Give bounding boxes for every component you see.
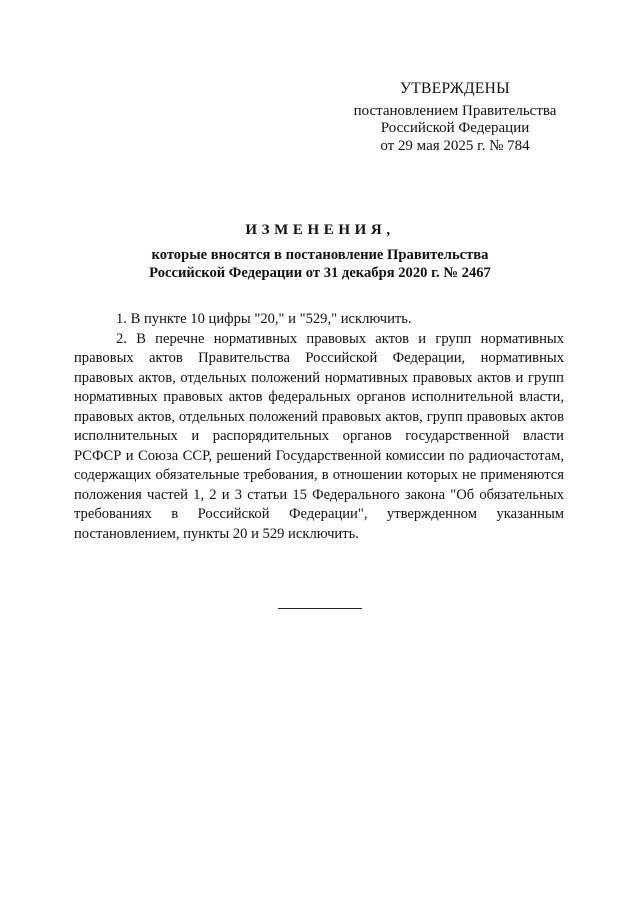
approval-line-2: Российской Федерации (380, 120, 530, 136)
heading-title: ИЗМЕНЕНИЯ, (245, 222, 395, 238)
approval-title: УТВЕРЖДЕНЫ (400, 80, 510, 97)
heading-subtitle-line-2: Российской Федерации от 31 декабря 2020 г. № 2467 (149, 265, 491, 281)
heading-subtitle-line-1: которые вносятся в постановление Правительства (151, 247, 489, 263)
document-heading (72, 222, 568, 282)
end-separator-line (278, 608, 362, 609)
document-body (74, 310, 564, 544)
approval-line-1: постановлением Правительства (353, 102, 557, 119)
paragraph-2: 2. В перечне нормативных правовых актов и групп нормативных правовых актов Правительства Российской Федерации, нормативных правовых актов, отдельных положений нормативных правовых актов и групп нормативных правовых актов федеральных органов исполнительной власти, правовых актов, отдельных положений правовых актов, групп правовых актов исполнительных и распорядительных органов государственной власти РСФСР и Союза ССР, решений Государственной комиссии по радиочастотам, содержащих обязательные требования, в отношении которых не применяются положения частей 1, 2 и 3 статьи 15 Федерального закона "Об обязательных требованиях в Российской Федерации", утвержденном указанным постановлением, пункты 20 и 529 исключить. (74, 330, 564, 542)
paragraph-1: 1. В пункте 10 цифры "20," и "529," исключить. (116, 311, 412, 327)
approval-stamp (340, 80, 570, 155)
approval-line-3: от 29 мая 2025 г. № 784 (380, 137, 530, 154)
